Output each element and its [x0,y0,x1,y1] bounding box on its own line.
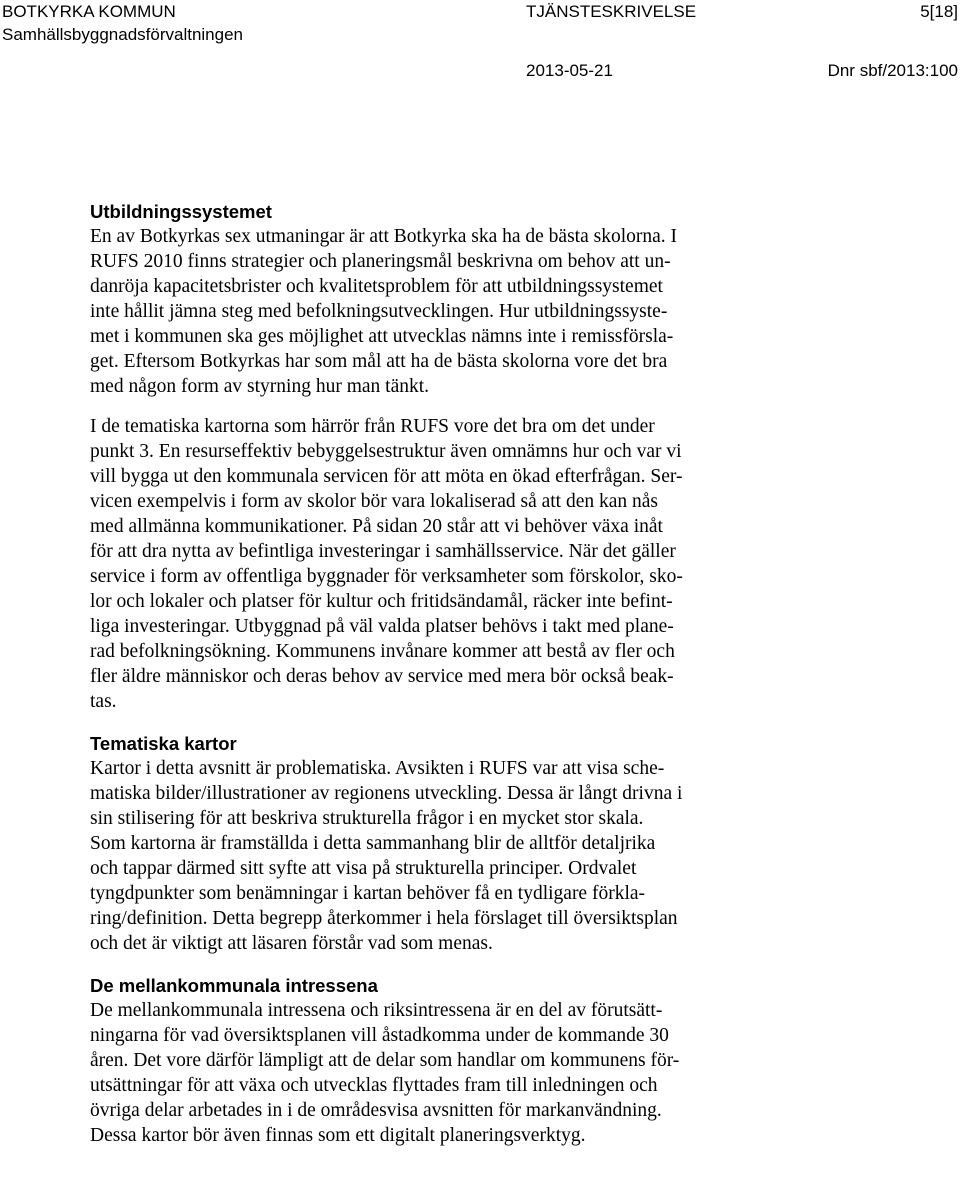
text-line: lor och lokaler och platser för kultur och fritidsändamål, räcker inte befint- [90,591,673,612]
text-line: med någon form av styrning hur man tänkt. [90,376,430,397]
text-line: get. Eftersom Botkyrkas har som mål att ha de bästa skolorna vore det bra [90,351,668,372]
text-line: En av Botkyrkas sex utmaningar är att Botkyrka ska ha de bästa skolorna. I [90,226,678,247]
section-title: De mellankommunala intressena [90,975,378,996]
document-date: 2013-05-21 [526,61,613,80]
text-line: service i form av offentliga byggnader för verksamheter som förskolor, sko- [90,566,683,587]
text-line: åren. Det vore därför lämpligt att de delar som handlar om kommunens för- [90,1050,680,1071]
text-line: De mellankommunala intressena och riksintressena är en del av förutsätt- [90,1000,663,1021]
text-line: tas. [90,691,117,712]
section-utbildningssystemet [90,200,805,714]
document-body [90,200,805,1148]
section-mellankommunala-intressen [90,974,805,1148]
organization-name: BOTKYRKA KOMMUN [2,2,176,21]
text-line: och det är viktigt att läsaren förstår vad som menas. [90,933,493,954]
text-line: Som kartorna är framställda i detta sammanhang blir de alltför detaljrika [90,833,656,854]
text-line: inte hållit jämna steg med befolkningsutvecklingen. Hur utbildningssyste- [90,301,668,322]
paragraph [90,998,805,1148]
text-line: ring/definition. Detta begrepp återkommer i hela förslaget till översiktsplan [90,908,678,929]
text-line: ningarna för vad översiktsplanen vill åstadkomma under de kommande 30 [90,1025,669,1046]
text-line: tyngdpunkter som benämningar i kartan behöver få en tydligare förkla- [90,883,646,904]
department-name: Samhällsbyggnadsförvaltningen [2,25,243,44]
text-line: och tappar därmed sitt syfte att visa på strukturella principer. Ordvalet [90,858,637,879]
text-line: fler äldre människor och deras behov av service med mera bör också beak- [90,666,674,687]
text-line: övriga delar arbetades in i de områdesvisa avsnitten för markanvändning. [90,1100,662,1121]
text-line: Kartor i detta avsnitt är problematiska. Avsikten i RUFS var att visa sche- [90,758,665,779]
text-line: vill bygga ut den kommunala servicen för att möta en ökad efterfrågan. Ser- [90,466,683,487]
text-line: met i kommunen ska ges möjlighet att utvecklas nämns inte i remissförsla- [90,326,674,347]
text-line: danröja kapacitetsbrister och kvalitetsproblem för att utbildningssystemet [90,276,663,297]
section-title: Tematiska kartor [90,733,237,754]
paragraph [90,224,805,399]
paragraph [90,756,805,956]
text-line: vicen exempelvis i form av skolor bör vara lokaliserad så att den kan nås [90,491,659,512]
text-line: punkt 3. En resurseffektiv bebyggelsestruktur även omnämns hur och var vi [90,441,682,462]
section-tematiska-kartor [90,732,805,956]
text-line: sin stilisering för att beskriva strukturella frågor i en mycket stor skala. [90,808,644,829]
page-indicator: 5[18] [920,2,958,21]
text-line: RUFS 2010 finns strategier och planeringsmål beskrivna om behov att un- [90,251,671,272]
text-line: I de tematiska kartorna som härrör från RUFS vore det bra om det under [90,416,655,437]
text-line: liga investeringar. Utbyggnad på väl valda platser behövs i takt med plane- [90,616,674,637]
text-line: för att dra nytta av befintliga investeringar i samhällsservice. När det gäller [90,541,676,562]
document-type: TJÄNSTESKRIVELSE [526,2,697,21]
text-line: matiska bilder/illustrationer av regionens utveckling. Dessa är långt drivna i [90,783,683,804]
text-line: Dessa kartor bör även finnas som ett digitalt planeringsverktyg. [90,1125,586,1146]
section-title: Utbildningssystemet [90,201,272,222]
text-line: med allmänna kommunikationer. På sidan 20 står att vi behöver växa inåt [90,516,663,537]
text-line: rad befolkningsökning. Kommunens invånare kommer att bestå av fler och [90,641,675,662]
paragraph [90,414,805,714]
text-line: utsättningar för att växa och utvecklas flyttades fram till inledningen och [90,1075,658,1096]
document-reference-number: Dnr sbf/2013:100 [827,61,958,80]
